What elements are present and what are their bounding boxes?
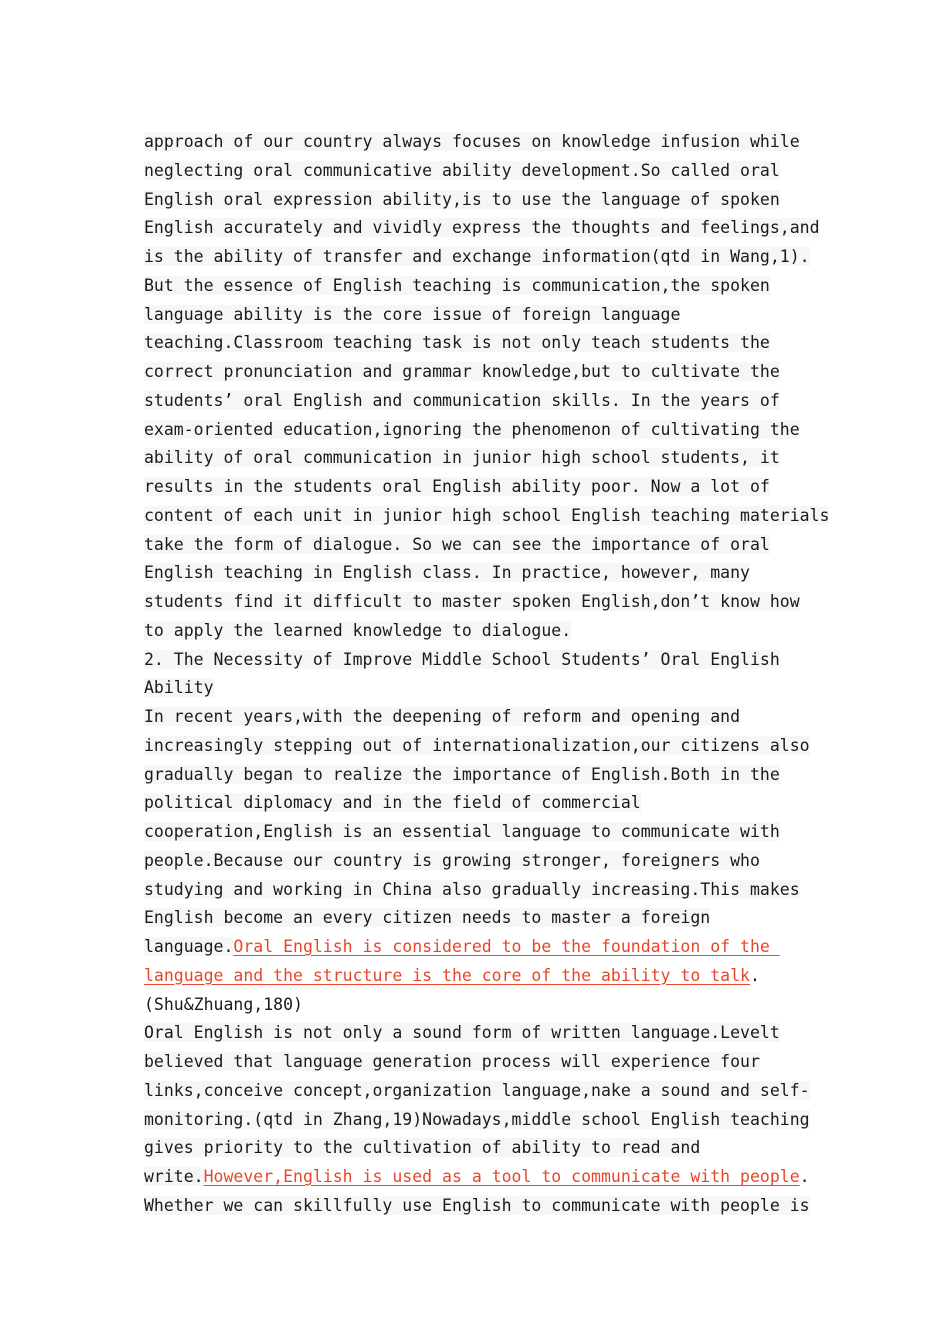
citation xyxy=(144,991,844,1020)
text-line xyxy=(144,617,844,646)
text-line-content: English accurately and vividly express the thoughts and feelings,and xyxy=(144,218,820,238)
text-line xyxy=(144,876,844,905)
text-line-content: students’ oral English and communication skills. In the years of xyxy=(144,390,780,410)
text-line-content: English become an every citizen needs to master a foreign xyxy=(144,908,711,928)
text-line xyxy=(144,789,844,818)
text-line-content: English teaching in English class. In practice, however, many xyxy=(144,563,750,583)
text-line-content: believed that language generation process will experience four xyxy=(144,1052,760,1071)
text-line xyxy=(144,904,844,933)
text-line-content: correct pronunciation and grammar knowledge,but to cultivate the xyxy=(144,362,780,381)
text-line xyxy=(144,1134,844,1163)
text-line xyxy=(144,1192,844,1221)
text-line xyxy=(144,329,844,358)
text-line xyxy=(144,272,844,301)
text-line-content: increasingly stepping out of internationalization,our citizens also xyxy=(144,735,810,755)
text-line xyxy=(144,531,844,560)
text-line-content: monitoring.(qtd in Zhang,19)Nowadays,middle school English teaching xyxy=(144,1109,810,1129)
text-line-content: English oral expression ability,is to use the language of spoken xyxy=(144,189,780,209)
text-line-content: people.Because our country is growing stronger, foreigners who xyxy=(144,850,760,870)
text-line xyxy=(144,243,844,272)
text-line xyxy=(144,502,844,531)
text-line-content: gradually began to realize the importance of English.Both in the xyxy=(144,764,780,784)
text-line-content: to apply the learned knowledge to dialogue. xyxy=(144,620,572,640)
text-line-content: is the ability of transfer and exchange information(qtd in Wang,1). xyxy=(144,247,810,266)
text-line-content: content of each unit in junior high school English teaching materials xyxy=(144,505,830,525)
section-heading xyxy=(144,646,844,675)
text-line xyxy=(144,473,844,502)
text-line-content: . xyxy=(799,1167,810,1186)
text-line xyxy=(144,703,844,732)
text-line xyxy=(144,1163,844,1192)
text-line xyxy=(144,416,844,445)
text-line xyxy=(144,761,844,790)
text-line xyxy=(144,933,844,962)
text-line-content: approach of our country always focuses on knowledge infusion while xyxy=(144,132,800,151)
text-line xyxy=(144,301,844,330)
text-line-content: links,conceive concept,organization language,nake a sound and self- xyxy=(144,1080,810,1100)
text-line-content: But the essence of English teaching is communication,the spoken xyxy=(144,275,770,295)
text-line-content: Whether we can skillfully use English to communicate with people is xyxy=(144,1195,810,1215)
text-line-content: teaching.Classroom teaching task is not only teach students the xyxy=(144,333,770,353)
text-line xyxy=(144,732,844,761)
text-line-content: In recent years,with the deepening of reform and opening and xyxy=(144,707,741,726)
citation-text: (Shu&Zhuang,180) xyxy=(144,994,303,1014)
text-line-content: students find it difficult to master spoken English,don’t know how xyxy=(144,592,800,611)
text-line xyxy=(144,128,844,157)
text-line-content: neglecting oral communicative ability development.So called oral xyxy=(144,160,780,180)
text-line-content: exam-oriented education,ignoring the phenomenon of cultivating the xyxy=(144,419,800,439)
text-line xyxy=(144,186,844,215)
text-line xyxy=(144,818,844,847)
text-line xyxy=(144,1106,844,1135)
text-line-content: ability of oral communication in junior high school students, it xyxy=(144,448,780,468)
section-heading xyxy=(144,674,844,703)
section-heading-text: 2. The Necessity of Improve Middle School Students’ Oral English xyxy=(144,649,780,669)
text-line-content: Oral English is not only a sound form of written language.Levelt xyxy=(144,1023,780,1043)
text-line xyxy=(144,588,844,617)
text-line xyxy=(144,847,844,876)
text-line-content: take the form of dialogue. So we can see the importance of oral xyxy=(144,534,770,554)
section-heading-text: Ability xyxy=(144,678,214,698)
text-line xyxy=(144,1077,844,1106)
text-line-content: gives priority to the cultivation of ability to read and xyxy=(144,1138,701,1158)
text-line-content: language ability is the core issue of foreign language xyxy=(144,304,681,324)
text-line xyxy=(144,214,844,243)
text-line-content: language. xyxy=(144,937,234,956)
document-page xyxy=(144,128,844,1221)
highlighted-quote: However,English is used as a tool to communicate with people xyxy=(203,1167,800,1186)
text-line xyxy=(144,559,844,588)
text-line xyxy=(144,962,844,991)
text-line-content: . xyxy=(749,965,760,985)
text-line xyxy=(144,157,844,186)
text-line xyxy=(144,358,844,387)
text-line-content: write. xyxy=(144,1167,204,1186)
text-line-content: cooperation,English is an essential language to communicate with xyxy=(144,822,780,841)
text-line xyxy=(144,444,844,473)
highlighted-quote: language and the structure is the core of the ability to talk xyxy=(144,965,750,985)
text-line-content: studying and working in China also gradually increasing.This makes xyxy=(144,879,800,899)
text-line-content: political diplomacy and in the field of commercial xyxy=(144,793,641,813)
text-line-content: results in the students oral English ability poor. Now a lot of xyxy=(144,477,770,496)
highlighted-quote: Oral English is considered to be the foundation of the xyxy=(233,937,780,956)
text-line xyxy=(144,1048,844,1077)
text-line xyxy=(144,1019,844,1048)
text-line xyxy=(144,387,844,416)
